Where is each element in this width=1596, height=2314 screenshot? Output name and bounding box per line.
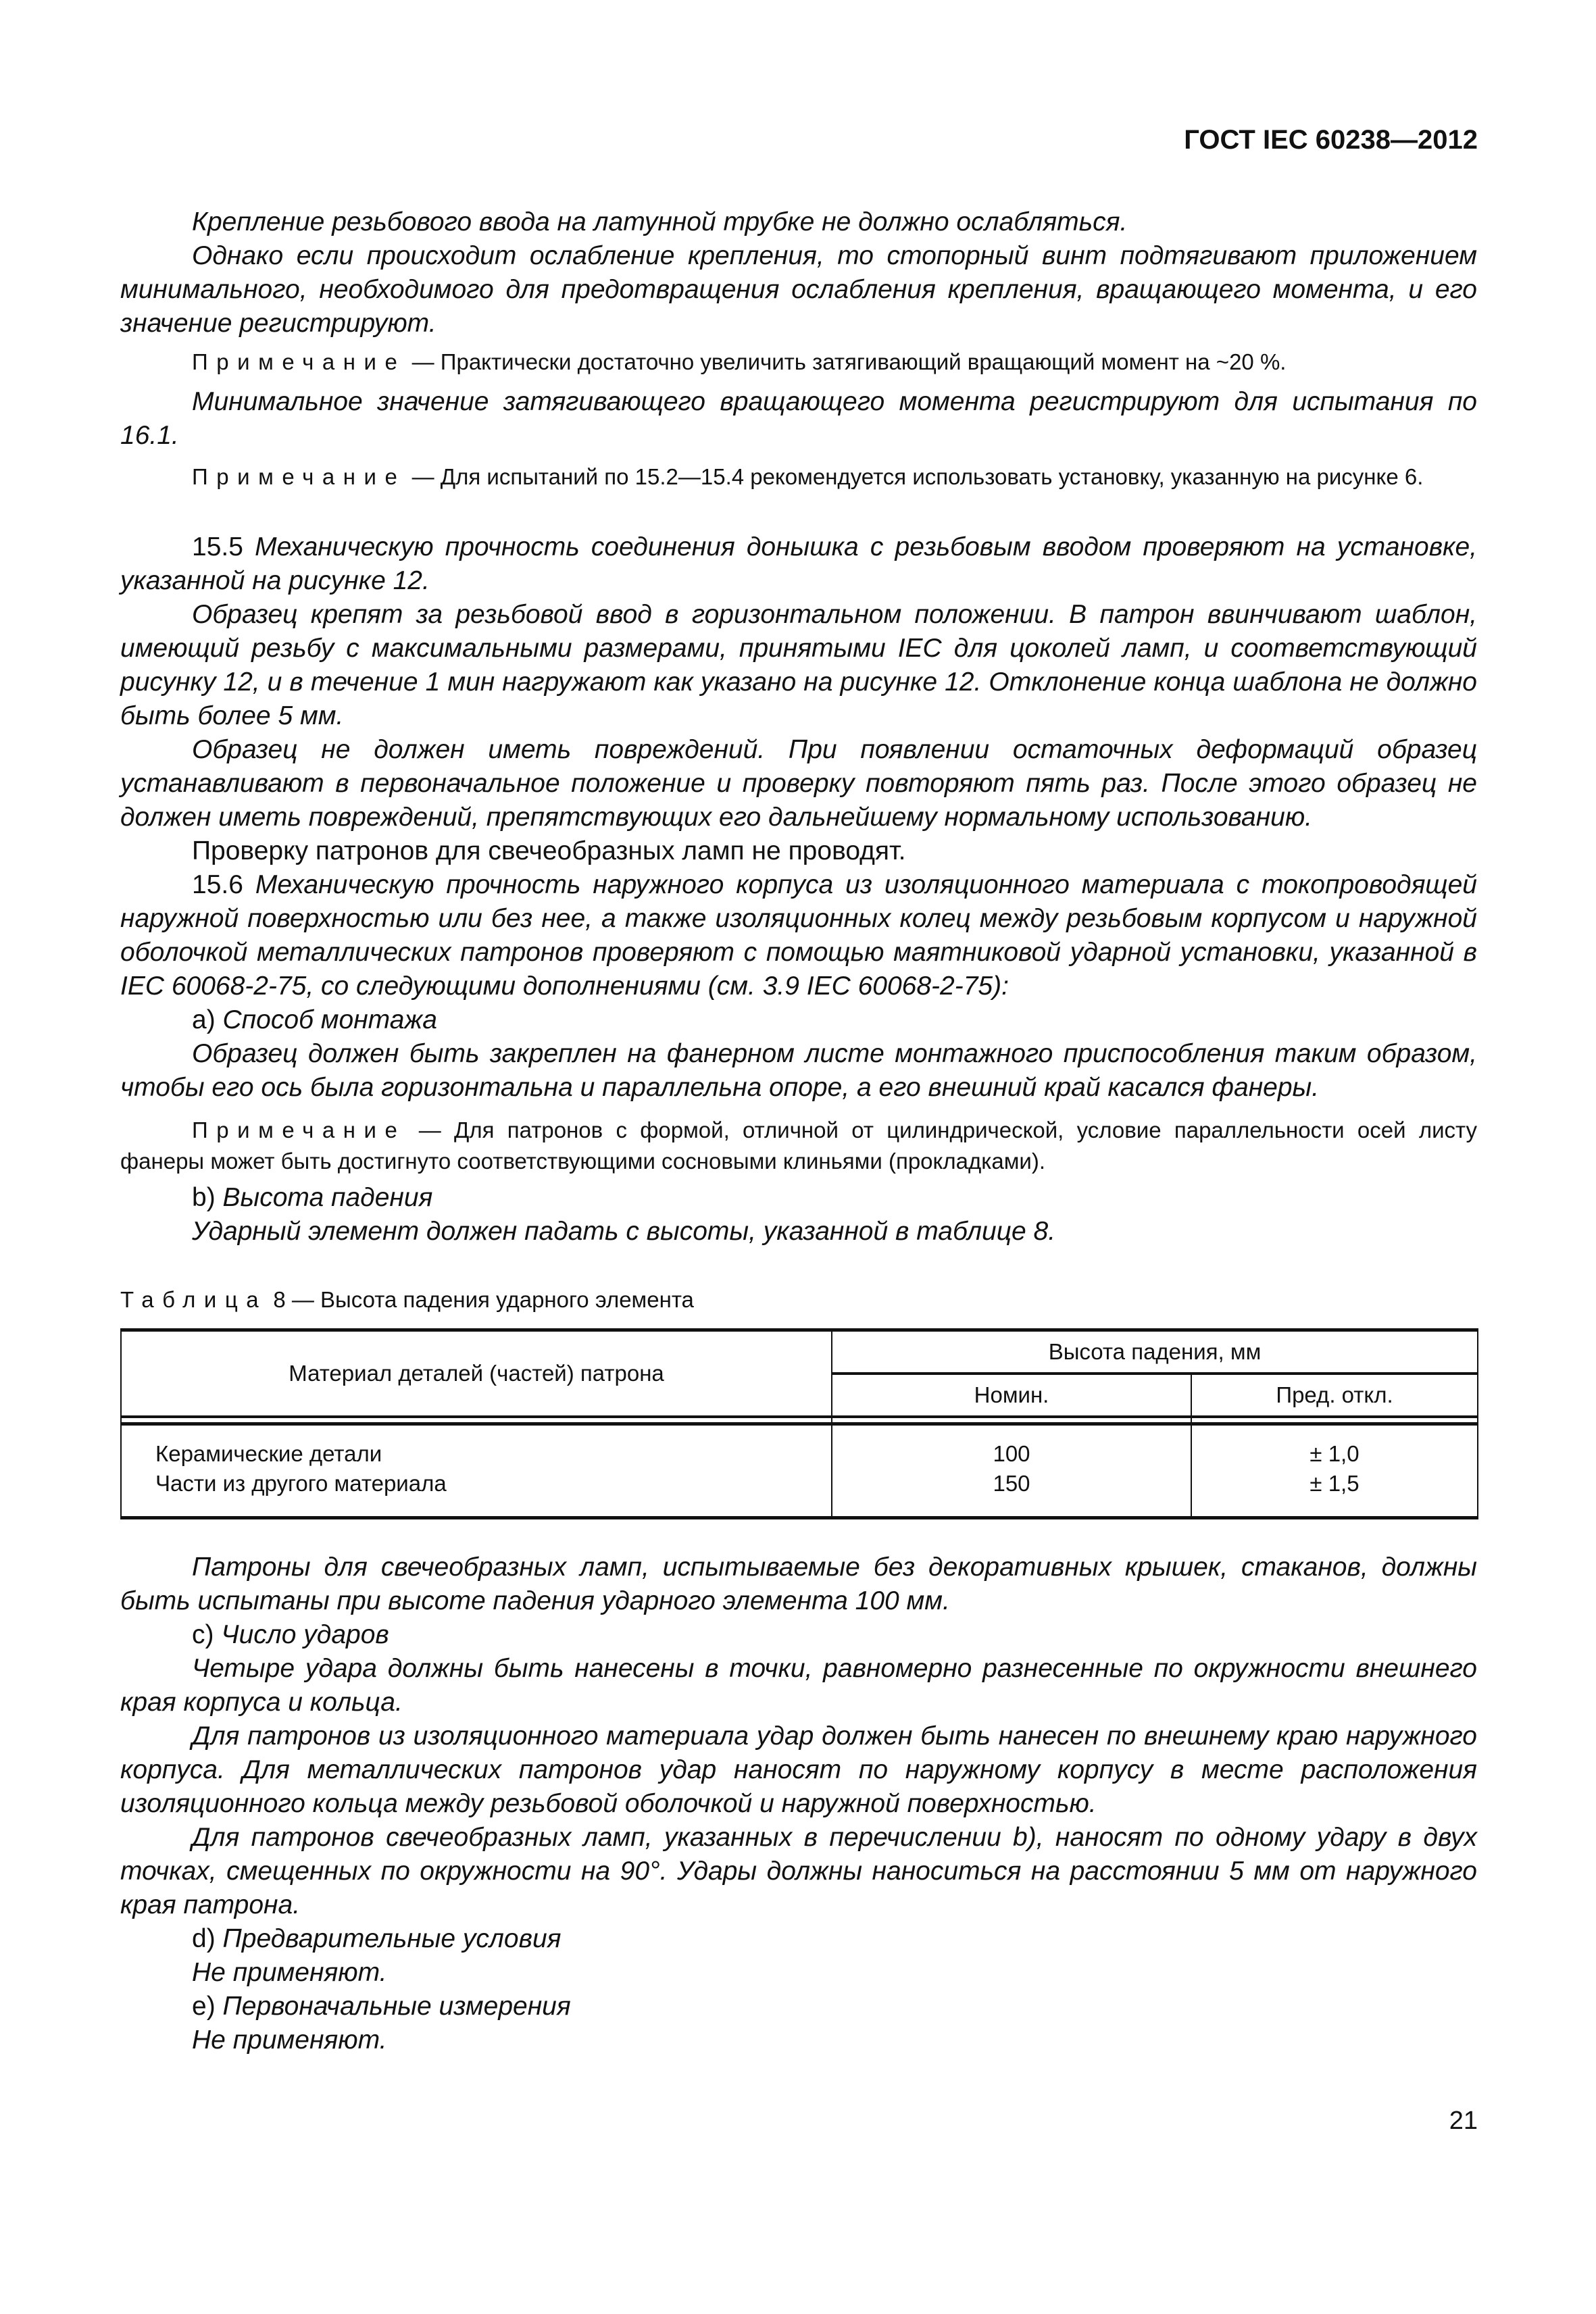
caption-text: 8 — Высота падения ударного элемента: [267, 1287, 694, 1312]
paragraph: Для патронов из изоляционного материала удар должен быть нанесен по внешнему краю наружного корпуса. Для металлических патронов удар наносят по наружному корпусу в месте расположения изоляционного кольца между резьбовой оболочкой и наружной поверхностью.: [120, 1721, 1477, 1818]
paragraph: Минимальное значение затягивающего вращающего момента регистрируют для испытания по 16.1.: [120, 387, 1477, 450]
note-label: Примечание: [192, 349, 406, 374]
section-c-e: [120, 1551, 1477, 2057]
section-min-torque: [120, 385, 1477, 453]
note-label: Примечание: [192, 464, 406, 489]
list-title: Число ударов: [221, 1620, 389, 1649]
paragraph: Четыре удара должны быть нанесены в точки, равномерно разнесенные по окружности внешнего края корпуса и кольца.: [120, 1654, 1477, 1717]
list-title: Способ монтажа: [222, 1005, 437, 1034]
paragraph: Механическую прочность наружного корпуса из изоляционного материала с токопроводящей наружной поверхностью или без нее, а также изоляционных колец между резьбовым корпусом и наружной оболочкой металлических патронов проверяют с помощью маятниковой ударной установки, указанной в IEC 60068-2-75, со следующими дополнениями (см. 3.9 IEC 60068-2-75):: [120, 870, 1477, 1001]
header-height: Высота падения, мм: [832, 1330, 1478, 1374]
tolerance-cell: ± 1,5: [1310, 1471, 1360, 1496]
header-nominal: Номин.: [832, 1374, 1191, 1417]
paragraph: Механическую прочность соединения донышка с резьбовым вводом проверяют на установке, указанной на рисунке 12.: [120, 532, 1477, 595]
paragraph: Образец крепят за резьбовой ввод в горизонтальном положении. В патрон ввинчивают шаблон, имеющий резьбу с максимальными размерами, принятыми IEC для цоколей ламп, и соответствующий рисунку 12, и в течение 1 мин нагружают как указано на рисунке 12. Отклонение конца шаблона не должно быть более 5 мм.: [120, 600, 1477, 730]
drop-height-table: [120, 1328, 1478, 1519]
paragraph: Патроны для свечеобразных ламп, испытываемые без декоративных крышек, стаканов, должны быть испытаны при высоте падения ударного элемента 100 мм.: [120, 1553, 1477, 1615]
list-marker: c): [192, 1620, 222, 1649]
tolerance-cell: ± 1,0: [1310, 1441, 1360, 1466]
note-text: — Для патронов с формой, отличной от цилиндрической, условие параллельности осей листу фанеры может быть достигнуто соответствующими сосновыми клиньями (прокладками).: [120, 1117, 1477, 1174]
header-tolerance: Пред. откл.: [1191, 1374, 1478, 1417]
note: [120, 461, 1477, 493]
paragraph: Проверку патронов для свечеобразных ламп не проводят.: [192, 836, 906, 865]
section-15-5: [120, 530, 1477, 1105]
paragraph: Не применяют.: [192, 2026, 387, 2055]
header-material: Материал деталей (частей) патрона: [121, 1330, 832, 1417]
note: [120, 347, 1477, 378]
page-number: 21: [1449, 2107, 1478, 2135]
note-text: — Практически достаточно увеличить затягивающий вращающий момент на ~20 %.: [405, 349, 1287, 374]
section-b: [120, 1181, 1477, 1249]
material-cell: Части из другого материала: [155, 1471, 447, 1496]
note-text: — Для испытаний по 15.2—15.4 рекомендуется использовать установку, указанную на рисунке 6.: [405, 464, 1424, 489]
paragraph: Образец должен быть закреплен на фанерном листе монтажного приспособления таким образом, чтобы его ось была горизонтальна и параллельна опоре, а его внешний край касался фанеры.: [120, 1039, 1477, 1102]
table-caption: [120, 1287, 694, 1313]
note: [120, 1115, 1477, 1177]
list-title: Предварительные условия: [222, 1924, 562, 1953]
paragraph: Крепление резьбового ввода на латунной трубке не должно ослабляться.: [192, 207, 1128, 236]
list-marker: d): [192, 1924, 223, 1953]
table-row: [121, 1424, 1478, 1518]
list-title: Первоначальные измерения: [222, 1992, 571, 2021]
paragraph: Ударный элемент должен падать с высоты, указанной в таблице 8.: [192, 1217, 1056, 1246]
document-header: ГОСТ IEC 60238—2012: [1184, 125, 1478, 155]
list-marker: b): [192, 1183, 223, 1212]
note-label: Примечание: [192, 1117, 406, 1142]
caption-label: Таблица: [120, 1287, 268, 1312]
list-marker: a): [192, 1005, 223, 1034]
list-title: Высота падения: [222, 1183, 433, 1212]
nominal-cell: 150: [993, 1471, 1030, 1496]
nominal-cell: 100: [993, 1441, 1030, 1466]
material-cell: Керамические детали: [155, 1441, 382, 1466]
paragraph: Не применяют.: [192, 1958, 387, 1987]
clause-number: 15.6: [192, 870, 255, 899]
section-torque: [120, 205, 1477, 341]
list-marker: e): [192, 1992, 223, 2021]
paragraph: Образец не должен иметь повреждений. При появлении остаточных деформаций образец устанавливают в первоначальное положение и проверку повторяют пять раз. После этого образец не должен иметь повреждений, препятствующих его дальнейшему нормальному использованию.: [120, 735, 1477, 832]
clause-number: 15.5: [192, 532, 255, 561]
paragraph: Для патронов свечеобразных ламп, указанных в перечислении b), наносят по одному удару в двух точках, смещенных по окружности на 90°. Удары должны наноситься на расстоянии 5 мм от наружного края патрона.: [120, 1823, 1477, 1919]
paragraph: Однако если происходит ослабление крепления, то стопорный винт подтягивают приложением минимального, необходимого для предотвращения ослабления крепления, вращающего момента, и его значение регистрируют.: [120, 241, 1477, 338]
